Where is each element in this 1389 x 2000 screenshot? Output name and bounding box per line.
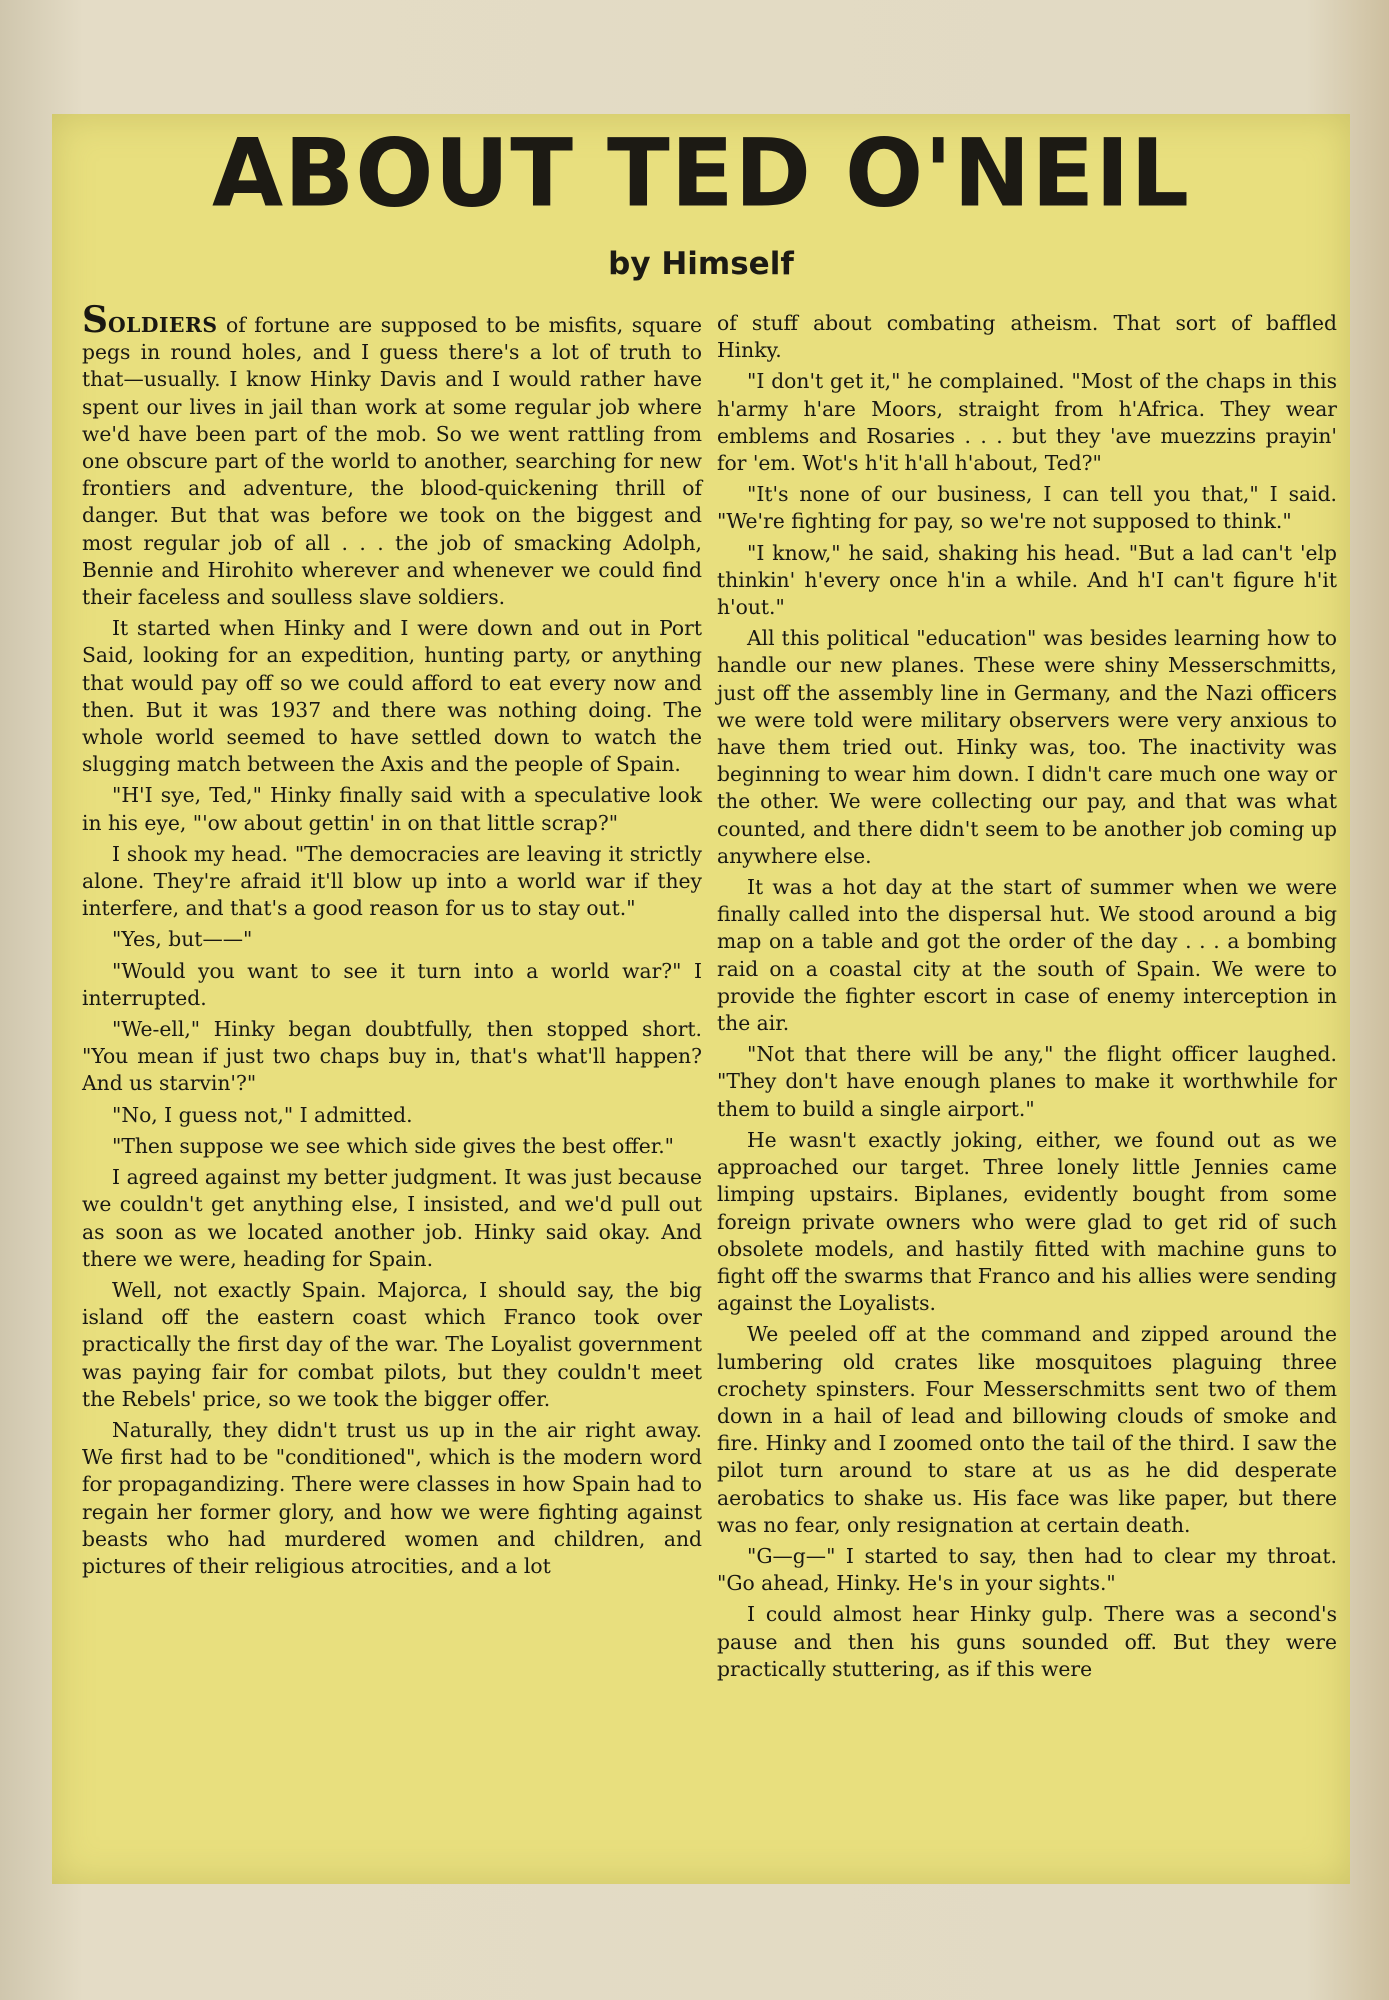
paragraph: "Not that there will be any," the flight officer laughed. "They don't have enough planes to make it worthwhile for them to build a single airport." — [717, 1042, 1337, 1121]
paragraph: "H'I sye, Ted," Hinky finally said with a speculative look in his eye, "'ow about gettin' in on that little scrap?" — [82, 783, 702, 835]
article-panel — [52, 114, 1350, 1884]
paragraph: He wasn't exactly joking, either, we found out as we approached our target. Three lonely little Jennies came limping upstairs. Biplanes, evidently bought from some foreign private owners who were glad to get rid of such obsolete models, and hastily fitted with machine guns to fight off the swarms that Franco and his allies were sending against the Loyalists. — [717, 1127, 1337, 1316]
right-column — [717, 310, 1337, 1687]
article-title: ABOUT TED O'NEIL — [211, 118, 1191, 229]
paragraph: It was a hot day at the start of summer when we were finally called into the dispersal hut. We stood around a big map on a table and got the order of the day . . . a bombing raid on a coastal city at the south of Spain. We were to provide the fighter escort in case of enemy interception in the air. — [717, 875, 1337, 1036]
paragraph: We peeled off at the command and zipped around the lumbering old crates like mosquitoes plaguing three crochety spinsters. Four Messerschmitts sent two of them down in a hail of lead and billowing clouds of smoke and fire. Hinky and I zoomed onto the tail of the third. I saw the pilot turn around to stare at us as he did desperate aerobatics to shake us. His face was like paper, but there was no fear, only resignation at certain death. — [717, 1322, 1337, 1537]
paragraph: of fortune are supposed to be misfits, square pegs in round holes, and I guess there's a lot of truth to that—usually. I know Hinky Davis and I would rather have spent our lives in jail than work at some regular job where we'd have been part of the mob. So we went rattling from one obscure part of the world to another, searching for new frontiers and adventure, the blood-quickening thrill of danger. But that was before we took on the biggest and most regular job of all . . . the job of smacking Adolph, Bennie and Hirohito wherever and whenever we could find their faceless and soulless slave soldiers. — [82, 313, 703, 610]
paragraph: "Then suppose we see which side gives the best offer." — [112, 1133, 675, 1158]
paragraph: "No, I guess not," I admitted. — [112, 1102, 413, 1127]
left-column — [82, 299, 703, 1584]
paragraph: Naturally, they didn't trust us up in the air right away. We first had to be "conditioned", which is the modern word for propagandizing. There were classes in how Spain had to regain her former glory, and how we were fighting against beasts who had murdered women and children, and pictures of their religious atrocities, and a lot — [82, 1417, 702, 1578]
paragraph: Well, not exactly Spain. Majorca, I should say, the big island off the eastern coast which Franco took over practically the first day of the war. The Loyalist government was paying fair for combat pilots, but they couldn't meet the Rebels' price, so we took the bigger offer. — [82, 1277, 702, 1411]
paragraph: I shook my head. "The democracies are leaving it strictly alone. They're afraid it'll blow up into a world war if they interfere, and that's a good reason for us to stay out." — [82, 841, 702, 921]
lead-caps: OLDIERS — [108, 313, 218, 337]
paragraph: "Yes, but——" — [112, 927, 253, 952]
paragraph: of stuff about combating atheism. That sort of baffled Hinky. — [717, 311, 1337, 363]
paragraph: "I know," he said, shaking his head. "But a lad can't 'elp thinkin' h'every once h'in a while. And h'I can't figure h'it h'out." — [717, 540, 1337, 620]
paragraph: "I don't get it," he complained. "Most of the chaps in this h'army h'are Moors, straight from h'Africa. They wear emblems and Rosaries . . . but they 'ave muezzins prayin' for 'em. Wot's h'it h'all h'about, Ted?" — [717, 369, 1337, 476]
paragraph: It started when Hinky and I were down and out in Port Said, looking for an expedition, hunting party, or anything that would pay off so we could afford to eat every now and then. But it was 1937 and there was nothing doing. The whole world seemed to have settled down to watch the slugging match between the Axis and the people of Spain. — [82, 616, 702, 777]
paragraph: All this political "education" was besides learning how to handle our new planes. These were shiny Messerschmitts, just off the assembly line in Germany, and the Nazi officers we were told were military observers were very anxious to have them tried out. Hinky was, too. The inactivity was beginning to wear him down. I didn't care much one way or the other. We were collecting our pay, and that was what counted, and there didn't seem to be another job coming up anywhere else. — [717, 626, 1337, 868]
article-byline: by Himself — [608, 246, 794, 282]
drop-cap: S — [82, 299, 108, 341]
paragraph: I agreed against my better judgment. It was just because we couldn't get anything else, I insisted, and we'd pull out as soon as we located another job. Hinky said okay. And there we were, heading for Spain. — [82, 1165, 702, 1271]
paragraph: "It's none of our business, I can tell you that," I said. "We're fighting for pay, so we're not supposed to think." — [717, 482, 1337, 534]
opening-paragraph — [82, 299, 703, 611]
paragraph: "G—g—" I started to say, then had to clear my throat. "Go ahead, Hinky. He's in your sights." — [717, 1543, 1337, 1596]
paragraph: "Would you want to see it turn into a world war?" I interrupted. — [82, 958, 702, 1010]
paragraph: I could almost hear Hinky gulp. There was a second's pause and then his guns sounded off. But they were practically stuttering, as if this were — [717, 1602, 1337, 1681]
paragraph: "We-ell," Hinky began doubtfully, then stopped short. "You mean if just two chaps buy in, that's what'll happen? And us starvin'?" — [82, 1017, 702, 1096]
